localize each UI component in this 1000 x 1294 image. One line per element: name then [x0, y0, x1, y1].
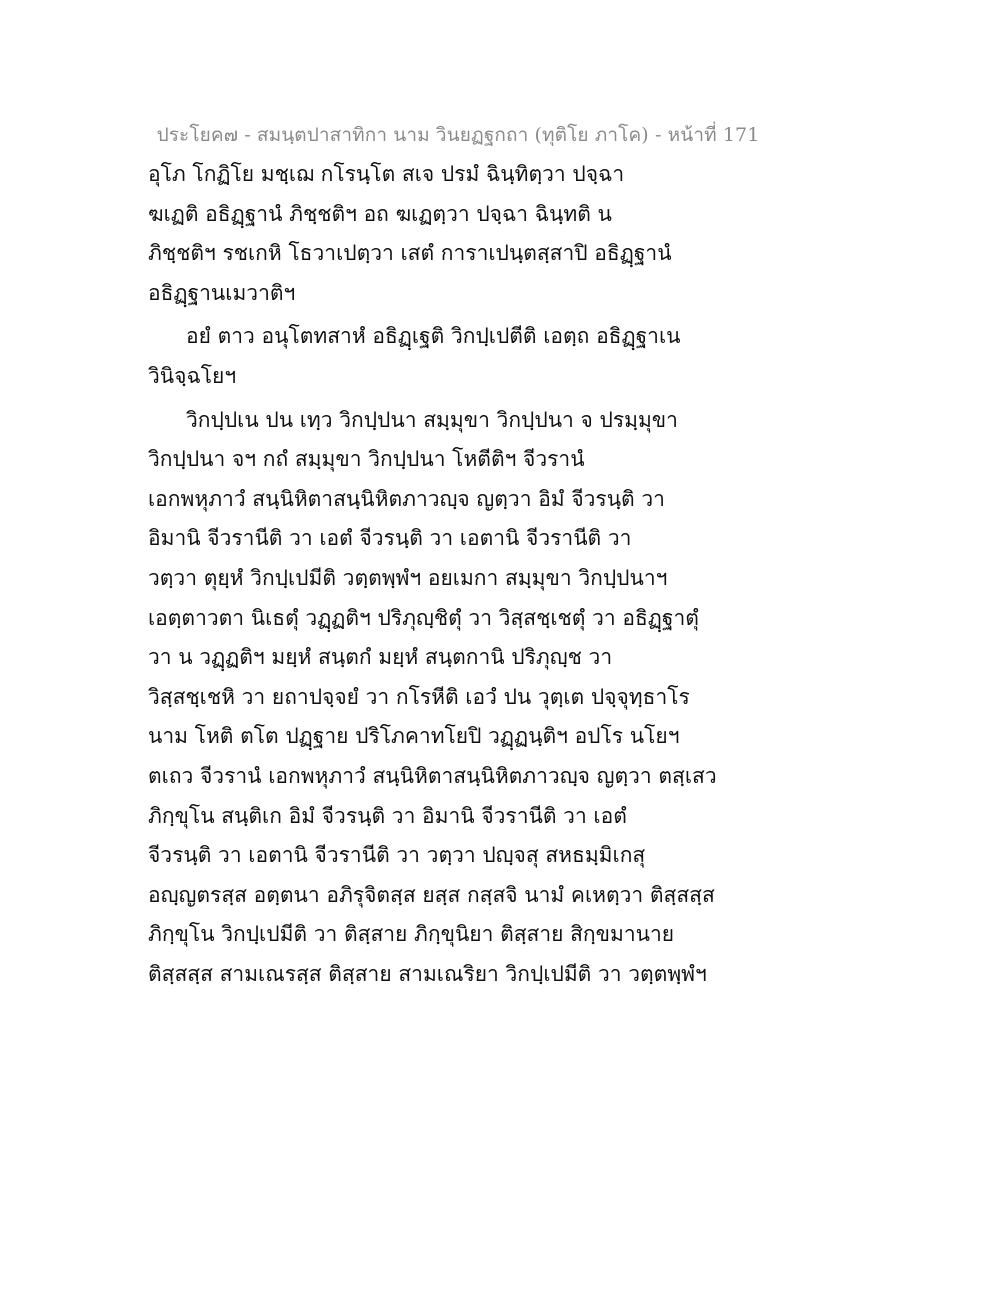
text-line: นาม โหติ ตโต ปฏฺฐาย ปริโภคาทโยปิ วฏฺฏนฺติฯ อปโร นโยฯ [148, 724, 680, 749]
page-header: ประโยค๗ - สมนฺตปาสาทิกา นาม วินยฏฐกถา (ทุติโย ภาโค) - หน้าที่ 171 [156, 124, 760, 146]
text-line: อธิฏฺฐานเมวาติฯ [148, 280, 296, 305]
paragraph [148, 401, 848, 995]
text-line: เอตฺตาวตา นิเธตุํ วฏฺฏติฯ ปริภุญฺชิตุํ วา วิสฺสชฺเชตุํ วา อธิฏฺฐาตุํ [148, 605, 699, 630]
text-line: ภิกฺขุโน สนฺติเก อิมํ จีวรนฺติ วา อิมานิ จีวรานีติ วา เอตํ [148, 803, 627, 828]
text-line: วา น วฏฺฏติฯ มยฺหํ สนฺตกํ มยฺหํ สนฺตกานิ ปริภุญฺช วา [148, 645, 613, 670]
text-line: อญฺญตรสฺส อตฺตนา อภิรุจิตสฺส ยสฺส กสฺสจิ นามํ คเหตฺวา ติสฺสสฺส [148, 882, 715, 907]
text-line: ภิกฺขุโน วิกปฺเปมีติ วา ติสฺสาย ภิกฺขุนิยา ติสฺสาย สิกฺขมานาย [148, 922, 675, 947]
text-line: เอกพหุภาวํ สนฺนิหิตาสนฺนิหิตภาวญฺจ ญตฺวา อิมํ จีวรนฺติ วา [148, 486, 665, 511]
text-line: วิกปฺปเน ปน เทฺว วิกปฺปนา สมฺมุขา วิกปฺปนา จ ปรมฺมุขา [186, 407, 678, 432]
text-line: วิกปฺปนา จฯ กถํ สมฺมุขา วิกปฺปนา โหตีติฯ จีวรานํ [148, 447, 585, 472]
text-line: วตฺวา ตุยฺหํ วิกปฺเปมีติ วตฺตพฺพํฯ อยเมกา สมฺมุขา วิกปฺปนาฯ [148, 565, 668, 590]
text-line: อิมานิ จีวรานีติ วา เอตํ จีวรนฺติ วา เอตานิ จีวรานีติ วา [148, 526, 632, 551]
paragraph [148, 317, 848, 396]
text-line: วิสฺสชฺเชหิ วา ยถาปจฺจยํ วา กโรหีติ เอวํ ปน วุตฺเต ปจฺจุทฺธาโร [148, 684, 690, 709]
document-body [148, 155, 848, 994]
text-line: ติสฺสสฺส สามเณรสฺส ติสฺสาย สามเณริยา วิกปฺเปมีติ วา วตฺตพฺพํฯ [148, 961, 707, 986]
text-line: อุโภ โกฏิโย มชฺเฌ กโรนฺโต สเจ ปรมํ ฉินฺทิตฺวา ปจฺฉา [148, 162, 625, 186]
text-line: ตเถว จีวรานํ เอกพหุภาวํ สนฺนิหิตาสนฺนิหิตภาวญฺจ ญตฺวา ตสฺเสว [148, 763, 717, 788]
text-line: จีวรนฺติ วา เอตานิ จีวรานีติ วา วตฺวา ปญฺจสุ สหธมฺมิเกสุ [148, 843, 646, 868]
text-line: วินิจฺฉโยฯ [148, 363, 237, 388]
text-line: ภิชฺชติฯ รชเกหิ โธวาเปตฺวา เสตํ การาเปนฺตสฺสาปิ อธิฏฺฐานํ [148, 241, 672, 266]
paragraph [148, 155, 848, 313]
text-line: อยํ ตาว อนุโตทสาหํ อธิฏฺเฐติ วิกปฺเปตีติ เอตฺถ อธิฏฺฐาเน [186, 324, 681, 349]
text-line: ฆเฏติ อธิฏฺฐานํ ภิชฺชติฯ อถ ฆเฏตฺวา ปจฺฉา ฉินฺทติ น [148, 201, 612, 226]
